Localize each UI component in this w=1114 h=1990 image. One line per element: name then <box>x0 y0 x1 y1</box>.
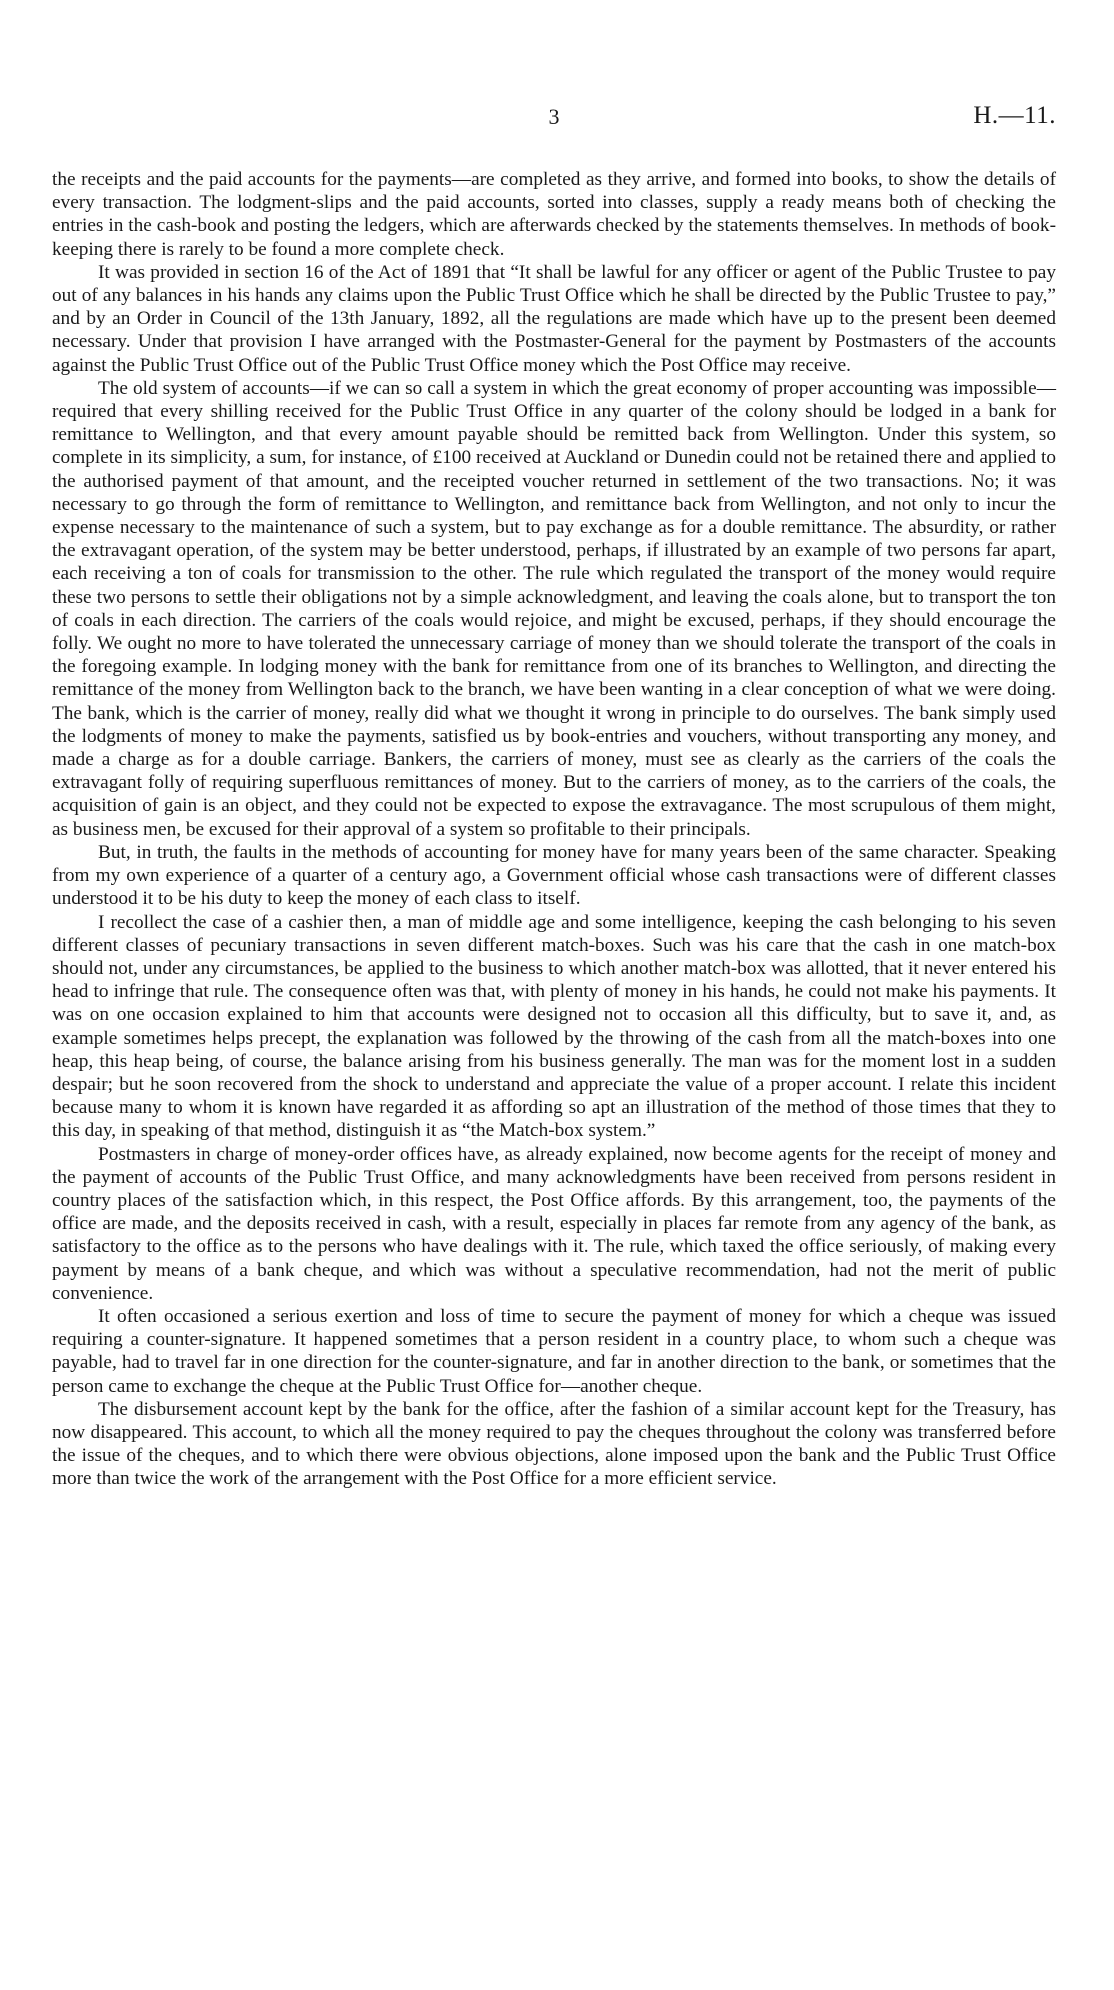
paragraph-counter-signature: It often occasioned a serious exertion and loss of time to secure the payment of money for which a cheque was issued requiring a counter-signature. It happened sometimes that a person resident in a country place, to whom such a cheque was payable, had to travel far in one direction for the counter-signature, and far in another direction to the bank, or sometimes that the person came to exchange the cheque at the Public Trust Office for—another cheque. <box>52 1305 1056 1397</box>
paragraph-postmasters: Postmasters in charge of money-order offices have, as already explained, now become agents for the receipt of money and the payment of accounts of the Public Trust Office, and many acknowledgments have been received from persons resident in country places of the satisfaction which, in this respect, the Post Office affords. By this arrangement, too, the payments of the office are made, and the deposits received in cash, with a result, especially in places far remote from any agency of the bank, as satisfactory to the office as to the persons who have dealings with it. The rule, which taxed the office seriously, of making every payment by means of a bank cheque, and which was without a speculative recommendation, had not the merit of public convenience. <box>52 1143 1056 1304</box>
paragraph-continuation: the receipts and the paid accounts for the payments—are completed as they arrive, and formed into books, to show the details of every transaction. The lodgment-slips and the paid accounts, sorted into classes, supply a ready means both of checking the entries in the cash-book and posting the ledgers, which are afterwards checked by the statements themselves. In methods of book-keeping there is rarely to be found a more complete check. <box>52 169 1056 260</box>
paragraph-disbursement: The disbursement account kept by the bank for the office, after the fashion of a similar account kept for the Treasury, has now disappeared. This account, to which all the money required to pay the cheques throughout the colony was transferred before the issue of the cheques, and to which there were obvious objections, alone imposed upon the bank and the Public Trust Office more than twice the work of the arrangement with the Post Office for a more efficient service. <box>52 1398 1056 1490</box>
paragraph-faults: But, in truth, the faults in the methods of accounting for money have for many years been of the same character. Speaking from my own experience of a quarter of a century ago, a Government official whose cash transactions were of different classes understood it to be his duty to keep the money of each class to itself. <box>52 841 1056 910</box>
document-reference: H.—11. <box>973 102 1056 129</box>
paragraph-section-16: It was provided in section 16 of the Act of 1891 that “It shall be lawful for any officer or agent of the Public Trustee to pay out of any balances in his hands any claims upon the Public Trust Office which he shall be directed by the Public Trustee to pay,” and by an Order in Council of the 13th January, 1892, all the regulations are made which have up to the present been deemed necessary. Under that provision I have arranged with the Postmaster-General for the payment by Postmasters of the accounts against the Public Trust Office out of the Public Trust Office money which the Post Office may receive. <box>52 261 1056 376</box>
body-text <box>52 168 1056 1491</box>
page-number: 3 <box>548 104 560 129</box>
page-header <box>52 104 1056 144</box>
paragraph-old-system: The old system of accounts—if we can so call a system in which the great economy of proper accounting was impossible—required that every shilling received for the Public Trust Office in any quarter of the colony should be lodged in a bank for remittance to Wellington, and that every amount payable should be remitted back from Wellington. Under this system, so complete in its simplicity, a sum, for instance, of £100 received at Auckland or Dunedin could not be retained there and applied to the authorised payment of that amount, and the receipted voucher returned in settlement of the two transactions. No; it was necessary to go through the form of remittance to Wellington, and remittance back from Wellington, and not only to incur the expense necessary to the maintenance of such a system, but to pay exchange as for a double remittance. The absurdity, or rather the extravagant operation, of the system may be better understood, perhaps, if illustrated by an example of two persons far apart, each receiving a ton of coals for transmission to the other. The rule which regulated the transport of the money would require these two persons to settle their obligations not by a simple acknowledgment, and leaving the coals alone, but to transport the ton of coals in each direction. The carriers of the coals would rejoice, and might be excused, perhaps, if they should encourage the folly. We ought no more to have tolerated the unnecessary carriage of money than we should tolerate the transport of the coals in the foregoing example. In lodging money with the bank for remittance from one of its branches to Wellington, and directing the remittance of the money from Wellington back to the branch, we have been wanting in a clear conception of what we were doing. The bank, which is the carrier of money, really did what we thought it wrong in principle to do ourselves. The bank simply used the lodgments of money to make the payments, satisfied us by book-entries and vouchers, without transporting any money, and made a charge as for a double carriage. Bankers, the carriers of money, must see as clearly as the carriers of the coals the extravagant folly of requiring superfluous remittances of money. But to the carriers of money, as to the carriers of the coals, the acquisition of gain is an object, and they could not be expected to expose the extravagance. The most scrupulous of them might, as business men, be excused for their approval of a system so profitable to their principals. <box>52 377 1056 840</box>
document-page <box>52 104 1056 1491</box>
paragraph-match-box: I recollect the case of a cashier then, a man of middle age and some intelligence, keeping the cash belonging to his seven different classes of pecuniary transactions in seven different match-boxes. Such was his care that the cash in one match-box should not, under any circumstances, be applied to the business to which another match-box was allotted, that it never entered his head to infringe that rule. The consequence often was that, with plenty of money in his hands, he could not make his payments. It was on one occasion explained to him that accounts were designed not to occasion all this difficulty, but to save it, and, as example sometimes helps precept, the explanation was followed by the throwing of the cash from all the match-boxes into one heap, this heap being, of course, the balance arising from his business generally. The man was for the moment lost in a sudden despair; but he soon recovered from the shock to understand and appreciate the value of a proper account. I relate this incident because many to whom it is known have regarded it as affording so apt an illustration of the method of those times that they to this day, in speaking of that method, distinguish it as “the Match-box system.” <box>52 911 1056 1142</box>
